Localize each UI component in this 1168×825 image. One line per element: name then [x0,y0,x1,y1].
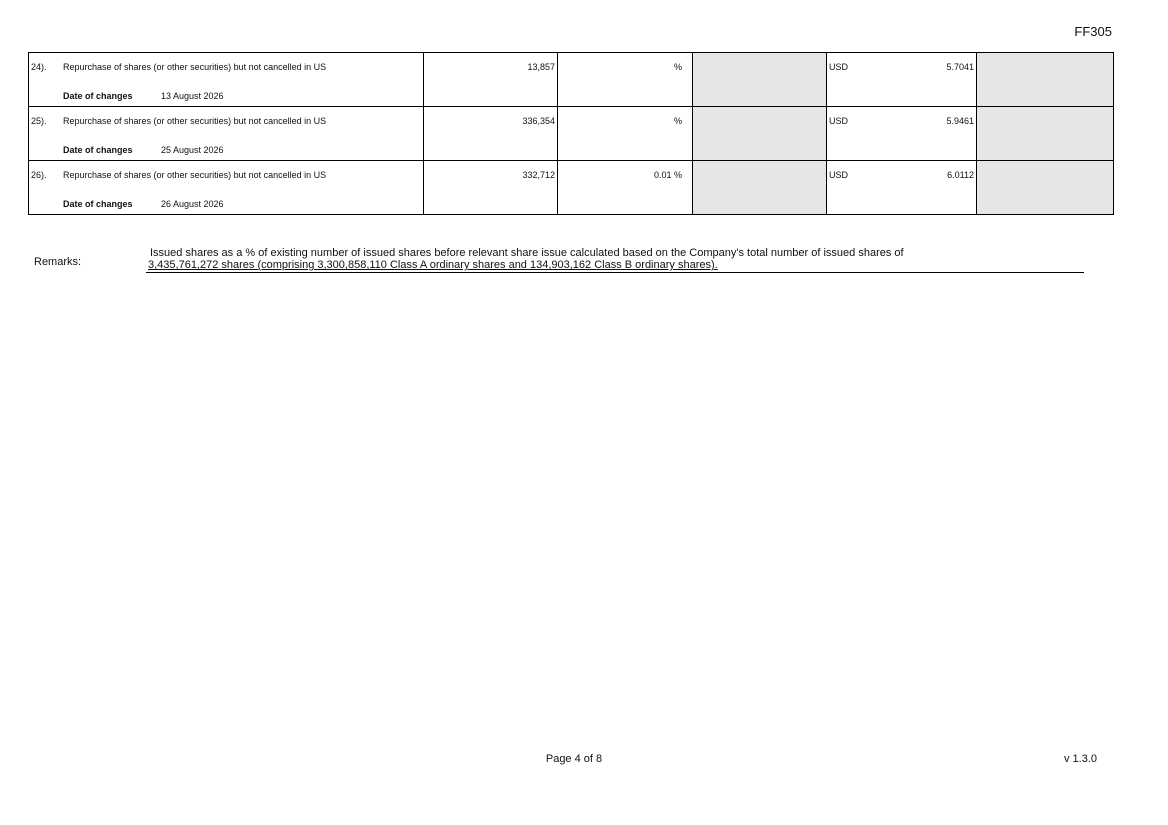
number-of-shares: 336,354 [522,116,555,126]
date-value: 25 August 2026 [161,145,224,155]
shaded-cell [693,107,827,161]
price-value: 6.0112 [947,170,974,180]
shaded-cell [977,107,1114,161]
currency-code: USD [829,116,849,126]
percent-cell [558,161,693,215]
description-cell [29,107,424,161]
date-label: Date of changes [63,199,133,209]
date-value: 13 August 2026 [161,91,224,101]
form-code: FF305 [1074,24,1112,39]
date-value: 26 August 2026 [161,199,224,209]
price-cell [827,107,977,161]
date-label: Date of changes [63,91,133,101]
table-row [29,53,1114,107]
remarks-line-2: 3,435,761,272 shares (comprising 3,300,858,110 Class A ordinary shares and 134,903,162 Class B ordinary shares). [148,259,718,271]
remarks-line-1: Issued shares as a % of existing number of issued shares before relevant share issue calculated based on the Company's total number of issued shares of [150,247,904,259]
table-row [29,107,1114,161]
row-index: 26). [31,170,47,180]
shares-cell [424,161,558,215]
row-description: Repurchase of shares (or other securities) but not cancelled in US [63,62,327,72]
shares-cell [424,53,558,107]
shaded-cell [977,53,1114,107]
shaded-cell [693,161,827,215]
row-index: 24). [31,62,47,72]
row-index: 25). [31,116,47,126]
date-label: Date of changes [63,145,133,155]
remarks-text [146,247,1084,273]
description-cell [29,53,424,107]
percent-cell [558,107,693,161]
shares-cell [424,107,558,161]
price-cell [827,53,977,107]
row-description: Repurchase of shares (or other securities) but not cancelled in US [63,116,327,126]
version-label: v 1.3.0 [1063,753,1097,765]
shaded-cell [693,53,827,107]
price-value: 5.7041 [946,62,974,72]
share-changes-table [28,52,1114,215]
price-cell [827,161,977,215]
percent-value: % [673,116,682,126]
percent-value: % [673,62,682,72]
percent-cell [558,53,693,107]
number-of-shares: 332,712 [522,170,555,180]
number-of-shares: 13,857 [527,62,555,72]
percent-value: 0.01 % [653,170,682,180]
page-number: Page 4 of 8 [545,753,603,765]
table-row [29,161,1114,215]
row-description: Repurchase of shares (or other securities) but not cancelled in US [63,170,327,180]
shaded-cell [977,161,1114,215]
currency-code: USD [829,170,849,180]
remarks-label: Remarks: [34,256,82,268]
currency-code: USD [829,62,849,72]
price-value: 5.9461 [946,116,974,126]
description-cell [29,161,424,215]
